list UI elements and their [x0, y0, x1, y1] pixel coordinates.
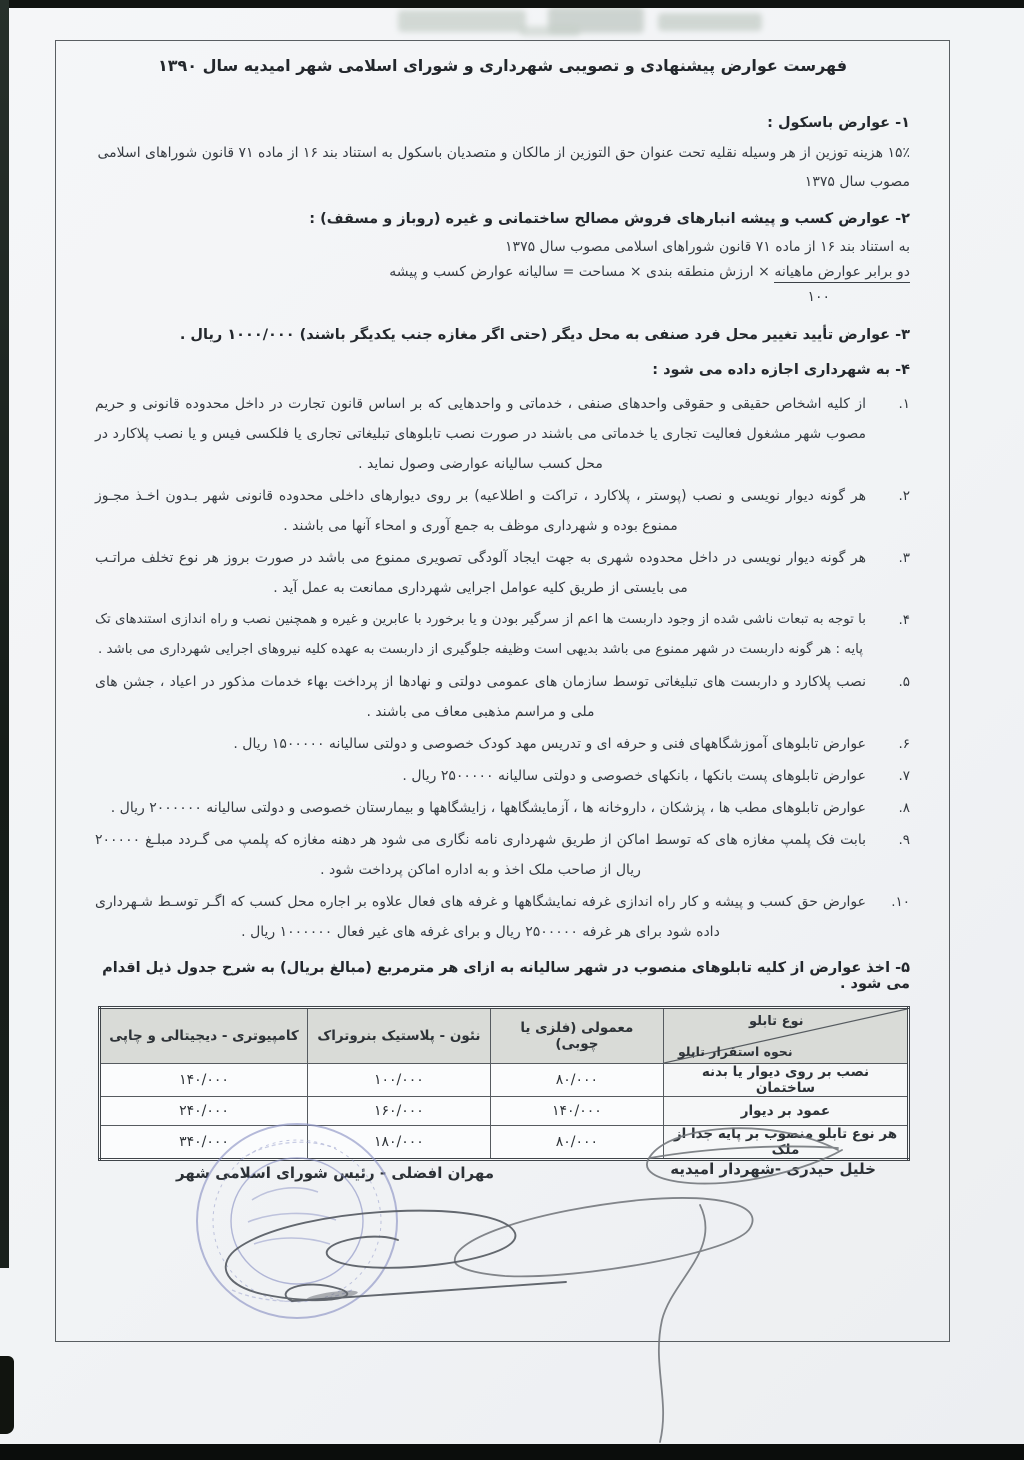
row-label: عمود بر دیوار: [663, 1097, 908, 1126]
list-item-number: ۴.: [898, 612, 910, 628]
list-item-text: عوارض تابلوهای پست بانکها ، بانکهای خصوصی و دولتی سالیانه ۲۵۰۰۰۰۰ ریال .: [402, 768, 866, 784]
list-item-text: بابت فک پلمپ مغازه های که توسط اماکن از طریق شهرداری نامه نگاری می شود هر دهنه مغازه که پلمپ می گـردد مبلـغ ۲۰۰۰۰۰ ریال از صاحب ملک اخذ و به اداره اماکن پرداخت شود .: [95, 832, 866, 878]
list-item-text: هر گونه دیوار نویسی و نصب (پوستر ، پلاکارد ، تراکت و اطلاعیه) بر روی دیوارهای داخلی محدوده قانونی شهر بـدون اخـذ مجـوز ممنوع بوده و شهرداری موظف به جمع آوری و امحاء آنها می باشند .: [95, 488, 866, 534]
table-cell: ۳۴۰/۰۰۰: [100, 1126, 308, 1160]
list-item-text: عوارض حق کسب و پیشه و کار راه اندازی غرفه نمایشگاهها و غرفه های فعال علاوه بر اجاره محل کسب که اگـر توسـط شـهرداری داده شود برای هر غرفه ۲۵۰۰۰۰۰ ریال و برای غرفه های غیر فعال ۱۰۰۰۰۰۰ ریال .: [95, 894, 866, 940]
list-item-number: ۹.: [898, 832, 910, 848]
list-item: [95, 761, 910, 791]
column-header: کامپیوتری - دیجیتالی و چاپی: [100, 1008, 308, 1064]
list-item-text: از کلیه اشخاص حقیقی و حقوقی واحدهای صنفی ، خدماتی و واحدهایی که بر اساس قانون تجارت در داخل محدوده قانونی و حریم مصوب شهر مشغول فعالیت تجاری یا خدماتی می باشند در صورت نصب تابلوهای تبلیغاتی تجاری یا فلکسی فیس و یا نصب پلاکارد در محل کسب سالیانه عوارضی وصول نماید .: [95, 396, 866, 472]
corner-label-mounting: نحوه استقرار تابلو: [677, 1044, 793, 1059]
list-item-number: ۵.: [898, 674, 910, 690]
section2-text-line1: به استناد بند ۱۶ از ماده ۷۱ قانون شوراهای اسلامی مصوب سال ۱۳۷۵: [505, 239, 910, 255]
table-header-row: [100, 1008, 909, 1064]
table-row: [100, 1126, 909, 1160]
section3-heading: ۳- عوارض تأیید تغییر محل فرد صنفی به محل دیگر (حتی اگر مغازه جنب یکدیگر باشند) ۱۰۰۰/۰۰۰ ریال .: [179, 327, 910, 343]
section2-heading: ۲- عوارض کسب و پیشه انبارهای فروش مصالح ساختمانی و غیره (روباز و مسقف) :: [309, 211, 910, 227]
scan-edge-blob: [0, 1356, 14, 1434]
document-title: فهرست عوارض پیشنهادی و تصویبی شهرداری و شورای اسلامی شهر امیدیه سال ۱۳۹۰: [157, 56, 848, 75]
table-row: [100, 1064, 909, 1097]
list-item-number: ۳.: [898, 550, 910, 566]
list-item-number: ۲.: [898, 488, 910, 504]
list-item-number: ۷.: [898, 768, 910, 784]
bleed-through-mark: [520, 26, 580, 36]
corner-label-sign-type: نوع تابلو: [748, 1014, 804, 1029]
document-body: [95, 48, 910, 1161]
list-item: [95, 887, 910, 947]
scan-edge-left: [0, 0, 9, 1268]
table-corner-cell: [663, 1008, 908, 1064]
section2-formula: [95, 264, 910, 280]
list-item: [95, 729, 910, 759]
list-item-number: ۸.: [898, 800, 910, 816]
list-item-text: هر گونه دیوار نویسی در داخل محدوده شهری به جهت ایجاد آلودگی تصویری ممنوع می باشد در صورت بروز هر نوع تخلف مراتـب می بایستی از طریق کلیه عوامل اجرایی شهرداری ممانعت به عمل آید .: [95, 550, 866, 596]
council-head-signature-name: مهران افضلی - رئیس شورای اسلامی شهر: [176, 1164, 495, 1182]
bleed-through-mark: [398, 10, 526, 32]
table-cell: ۲۴۰/۰۰۰: [100, 1097, 308, 1126]
list-item: [95, 389, 910, 479]
section4-list: [95, 389, 910, 947]
table-cell: ۱۰۰/۰۰۰: [308, 1064, 491, 1097]
table-cell: ۱۸۰/۰۰۰: [308, 1126, 491, 1160]
section1-text-line1: ۱۵٪ هزینه توزین از هر وسیله نقلیه تحت عنوان حق التوزین از مالکان و متصدیان باسکول به استناد بند ۱۶ از ماده ۷۱ قانون شوراهای اسلامی: [97, 145, 910, 161]
list-item-text: عوارض تابلوهای آموزشگاههای فنی و حرفه ای و تدریس مهد کودک خصوصی و دولتی سالیانه ۱۵۰۰۰۰۰ ریال .: [233, 736, 866, 752]
formula-numerator: دو برابر عوارض ماهیانه: [774, 264, 910, 283]
list-item-text: با توجه به تبعات ناشی شده از وجود داربست ها اعم از سرگیر بودن و یا برخورد با عابرین و غیره و همچنین نصب و راه اندازی استندهای تک پایه : هر گونه داربست در شهر ممنوع می باشد بدیهی است وظیفه جلوگیری از داربست به عهده کلیه نیروهای اجرایی شهرداری می باشد .: [95, 612, 866, 657]
list-item-text: عوارض تابلوهای مطب ها ، پزشکان ، داروخانه ها ، آزمایشگاهها ، زایشگاهها و بیمارستان خصوصی و دولتی سالیانه ۲۰۰۰۰۰۰ ریال .: [110, 800, 866, 816]
table-cell: ۱۶۰/۰۰۰: [308, 1097, 491, 1126]
list-item: [95, 481, 910, 541]
formula-rest: × ارزش منطقه بندی × مساحت = سالیانه عوارض کسب و پیشه: [389, 264, 770, 280]
table-row: [100, 1097, 909, 1126]
list-item: [95, 605, 910, 665]
bleed-through-mark: [658, 13, 762, 31]
list-item: [95, 825, 910, 885]
table-cell: ۸۰/۰۰۰: [490, 1064, 663, 1097]
scan-edge-top: [0, 0, 1024, 8]
section5-heading: ۵- اخذ عوارض از کلیه تابلوهای منصوب در شهر سالیانه به ازای هر مترمربع (مبالغ بریال) به شرح جدول ذیل اقدام می شود .: [102, 960, 910, 992]
row-label: نصب بر روی دیوار یا بدنه ساختمان: [663, 1064, 908, 1097]
list-item: [95, 543, 910, 603]
column-header: معمولی (فلزی یا چوبی): [490, 1008, 663, 1064]
section4-heading: ۴- به شهرداری اجازه داده می شود :: [652, 362, 910, 378]
list-item-text: نصب پلاکارد و داربست های تبلیغاتی توسط سازمان های عمومی دولتی و نهادها از پرداخت بهاء خدمات مذکور در اعیاد ، جشن های ملی و مراسم مذهبی معاف می باشند .: [95, 674, 866, 720]
table-cell: ۸۰/۰۰۰: [490, 1126, 663, 1160]
list-item-number: ۱.: [898, 396, 910, 412]
scan-edge-bottom: [0, 1444, 1024, 1460]
column-header: نئون - پلاستیک بنروتراک: [308, 1008, 491, 1064]
table-cell: ۱۴۰/۰۰۰: [100, 1064, 308, 1097]
sign-tariff-table: [98, 1006, 910, 1161]
list-item: [95, 667, 910, 727]
mayor-signature-name: خلیل حیدری -شهردار امیدیه: [670, 1160, 876, 1178]
row-label: هر نوع تابلو منصوب بر پایه جدا از ملک: [663, 1126, 908, 1160]
list-item-number: ۶.: [898, 736, 910, 752]
section1-text-line2: مصوب سال ۱۳۷۵: [804, 174, 910, 190]
list-item-number: ۱۰.: [891, 894, 910, 910]
section1-heading: ۱- عوارض باسکول :: [767, 115, 910, 131]
table-cell: ۱۴۰/۰۰۰: [490, 1097, 663, 1126]
formula-denominator: ۱۰۰: [807, 289, 830, 305]
list-item: [95, 793, 910, 823]
